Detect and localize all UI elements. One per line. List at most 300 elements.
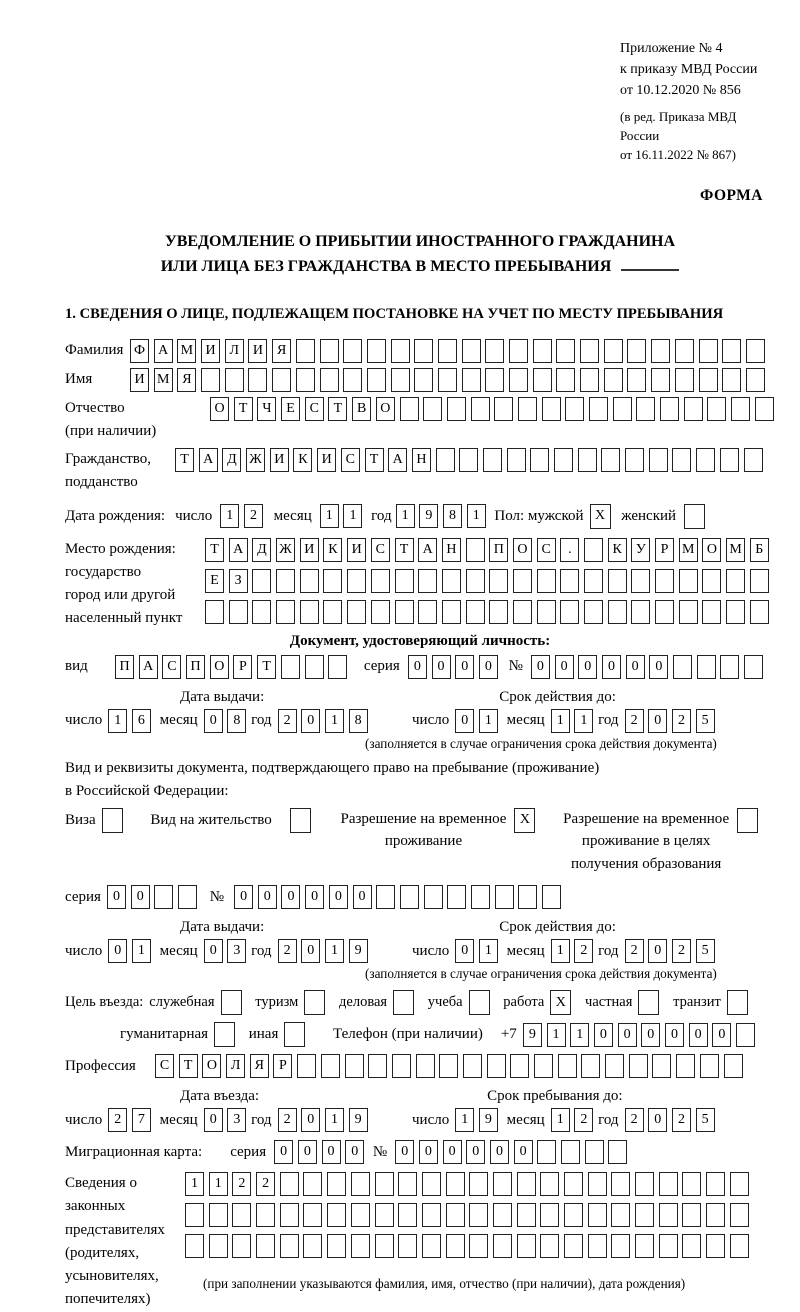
representatives-cell[interactable] [493,1172,512,1196]
birthplace-cell[interactable]: У [631,538,650,562]
profession-cell[interactable] [345,1054,364,1078]
name-cell[interactable] [675,368,694,392]
representatives-cell[interactable] [611,1234,630,1258]
doc-type-cell[interactable]: Р [233,655,252,679]
migration-series-cell[interactable]: 0 [298,1140,317,1164]
representatives-cell[interactable] [422,1234,441,1258]
representatives-cell[interactable] [469,1234,488,1258]
doc-series-cell[interactable]: 0 [408,655,427,679]
name-cell[interactable] [462,368,481,392]
representatives-cell[interactable] [540,1234,559,1258]
citizenship-cell[interactable] [578,448,597,472]
representatives-cell[interactable] [280,1234,299,1258]
temp-permit-checkbox[interactable]: X [514,808,535,833]
doc-number-cell[interactable] [720,655,739,679]
profession-cell[interactable] [487,1054,506,1078]
citizenship-cell[interactable] [530,448,549,472]
expiry-day-cell[interactable]: 0 [455,939,474,963]
representatives-cell[interactable] [611,1203,630,1227]
representatives-cell[interactable] [588,1234,607,1258]
birthplace-cell[interactable] [560,569,579,593]
citizenship-cell[interactable] [459,448,478,472]
surname-cell[interactable]: И [201,339,220,363]
name-cell[interactable] [438,368,457,392]
profession-cell[interactable] [605,1054,624,1078]
name-cell[interactable] [225,368,244,392]
phone-cell[interactable]: 9 [523,1023,542,1047]
birthplace-cell[interactable] [513,569,532,593]
patronymic-cell[interactable] [707,397,726,421]
representatives-cell[interactable]: 2 [256,1172,275,1196]
birthplace-cell[interactable]: М [726,538,745,562]
name-cell[interactable] [651,368,670,392]
expiry-month-cell[interactable]: 1 [574,709,593,733]
patronymic-cell[interactable] [518,397,537,421]
birthplace-cell[interactable] [418,569,437,593]
citizenship-cell[interactable] [554,448,573,472]
purpose-tourism-checkbox[interactable] [304,990,325,1015]
patronymic-cell[interactable]: С [305,397,324,421]
residence-permit-checkbox[interactable] [290,808,311,833]
representatives-cell[interactable] [280,1172,299,1196]
representatives-cell[interactable] [446,1172,465,1196]
purpose-study-checkbox[interactable] [469,990,490,1015]
birthplace-cell[interactable] [726,600,745,624]
patronymic-cell[interactable] [447,397,466,421]
expiry-year-cell[interactable]: 0 [648,939,667,963]
expiry-month-cell[interactable]: 1 [551,709,570,733]
profession-cell[interactable] [368,1054,387,1078]
entry-day-cell[interactable]: 7 [132,1108,151,1132]
profession-cell[interactable] [700,1054,719,1078]
surname-cell[interactable]: М [177,339,196,363]
representatives-cell[interactable] [588,1203,607,1227]
birthplace-cell[interactable] [584,569,603,593]
representatives-cell[interactable] [398,1234,417,1258]
doc-type-cell[interactable] [328,655,347,679]
issue-year-cell[interactable]: 0 [301,709,320,733]
expiry-year-cell[interactable]: 2 [625,709,644,733]
birthplace-cell[interactable] [300,569,319,593]
birthplace-cell[interactable] [631,569,650,593]
stay-year-cell[interactable]: 2 [625,1108,644,1132]
representatives-cell[interactable] [232,1203,251,1227]
patronymic-cell[interactable] [660,397,679,421]
migration-number-cell[interactable]: 0 [419,1140,438,1164]
profession-cell[interactable] [629,1054,648,1078]
representatives-cell[interactable] [469,1172,488,1196]
doc-number-cell[interactable] [697,655,716,679]
representatives-cell[interactable] [564,1234,583,1258]
representatives-cell[interactable] [327,1203,346,1227]
citizenship-cell[interactable] [507,448,526,472]
residence-number-cell[interactable]: 0 [329,885,348,909]
birthplace-cell[interactable]: О [513,538,532,562]
patronymic-cell[interactable] [613,397,632,421]
issue-year-cell[interactable]: 1 [325,709,344,733]
doc-type-cell[interactable]: А [139,655,158,679]
surname-cell[interactable] [296,339,315,363]
birthplace-cell[interactable]: . [560,538,579,562]
phone-cell[interactable]: 0 [618,1023,637,1047]
profession-cell[interactable]: Т [179,1054,198,1078]
doc-number-cell[interactable]: 0 [578,655,597,679]
profession-cell[interactable] [321,1054,340,1078]
birthplace-cell[interactable] [608,569,627,593]
residence-number-cell[interactable] [424,885,443,909]
profession-cell[interactable]: Л [226,1054,245,1078]
issue-year-cell[interactable]: 9 [349,939,368,963]
birthplace-cell[interactable]: Р [655,538,674,562]
representatives-cell[interactable] [280,1203,299,1227]
citizenship-cell[interactable]: А [199,448,218,472]
representatives-cell[interactable] [493,1234,512,1258]
doc-number-cell[interactable]: 0 [602,655,621,679]
birthplace-cell[interactable] [252,569,271,593]
birthplace-cell[interactable] [466,600,485,624]
citizenship-cell[interactable] [625,448,644,472]
birthplace-cell[interactable] [489,569,508,593]
citizenship-cell[interactable]: Д [222,448,241,472]
representatives-cell[interactable] [209,1203,228,1227]
representatives-cell[interactable] [327,1234,346,1258]
representatives-cell[interactable] [446,1234,465,1258]
representatives-cell[interactable]: 1 [209,1172,228,1196]
birthplace-cell[interactable] [276,569,295,593]
surname-cell[interactable]: Я [272,339,291,363]
birth-day-cell[interactable]: 2 [244,504,263,528]
representatives-cell[interactable] [422,1172,441,1196]
citizenship-cell[interactable]: С [341,448,360,472]
representatives-cell[interactable] [730,1203,749,1227]
profession-cell[interactable] [581,1054,600,1078]
representatives-cell[interactable]: 1 [185,1172,204,1196]
doc-number-cell[interactable]: 0 [531,655,550,679]
birthplace-cell[interactable] [323,600,342,624]
birthplace-cell[interactable] [395,600,414,624]
expiry-day-cell[interactable]: 0 [455,709,474,733]
patronymic-cell[interactable] [423,397,442,421]
purpose-private-checkbox[interactable] [638,990,659,1015]
representatives-cell[interactable] [351,1203,370,1227]
representatives-cell[interactable] [730,1234,749,1258]
birthplace-cell[interactable]: Т [395,538,414,562]
name-cell[interactable] [699,368,718,392]
birthplace-cell[interactable]: А [229,538,248,562]
birthplace-cell[interactable] [205,600,224,624]
expiry-day-cell[interactable]: 1 [479,709,498,733]
residence-number-cell[interactable] [495,885,514,909]
representatives-cell[interactable] [398,1172,417,1196]
surname-cell[interactable] [462,339,481,363]
name-cell[interactable] [391,368,410,392]
representatives-cell[interactable] [256,1234,275,1258]
name-cell[interactable]: М [154,368,173,392]
representatives-cell[interactable] [588,1172,607,1196]
surname-cell[interactable] [391,339,410,363]
doc-type-cell[interactable]: П [186,655,205,679]
birthplace-cell[interactable] [560,600,579,624]
purpose-humanitarian-checkbox[interactable] [214,1022,235,1047]
migration-number-cell[interactable] [537,1140,556,1164]
profession-cell[interactable]: Я [250,1054,269,1078]
citizenship-cell[interactable] [720,448,739,472]
name-cell[interactable] [556,368,575,392]
surname-cell[interactable] [438,339,457,363]
representatives-cell[interactable] [682,1234,701,1258]
issue-month-cell[interactable]: 0 [204,939,223,963]
issue-year-cell[interactable]: 0 [301,939,320,963]
expiry-year-cell[interactable]: 2 [625,939,644,963]
phone-cell[interactable]: 0 [665,1023,684,1047]
representatives-cell[interactable] [303,1234,322,1258]
name-cell[interactable] [201,368,220,392]
birthplace-cell[interactable]: К [608,538,627,562]
birthplace-cell[interactable] [229,600,248,624]
surname-cell[interactable] [699,339,718,363]
patronymic-cell[interactable] [636,397,655,421]
issue-day-cell[interactable]: 6 [132,709,151,733]
migration-series-cell[interactable]: 0 [345,1140,364,1164]
surname-cell[interactable] [509,339,528,363]
name-cell[interactable] [320,368,339,392]
representatives-cell[interactable] [564,1203,583,1227]
birthplace-cell[interactable]: З [229,569,248,593]
residence-number-cell[interactable] [376,885,395,909]
phone-cell[interactable] [736,1023,755,1047]
name-cell[interactable]: Я [177,368,196,392]
birthplace-cell[interactable]: М [679,538,698,562]
phone-cell[interactable]: 0 [689,1023,708,1047]
purpose-transit-checkbox[interactable] [727,990,748,1015]
citizenship-cell[interactable]: К [293,448,312,472]
birthplace-cell[interactable] [252,600,271,624]
birthplace-cell[interactable] [323,569,342,593]
doc-number-cell[interactable] [744,655,763,679]
stay-month-cell[interactable]: 1 [551,1108,570,1132]
doc-type-cell[interactable]: Т [257,655,276,679]
representatives-cell[interactable] [232,1234,251,1258]
surname-cell[interactable] [722,339,741,363]
representatives-cell[interactable] [659,1172,678,1196]
surname-cell[interactable] [320,339,339,363]
migration-number-cell[interactable] [561,1140,580,1164]
issue-day-cell[interactable]: 1 [132,939,151,963]
profession-cell[interactable] [724,1054,743,1078]
patronymic-cell[interactable]: Е [281,397,300,421]
patronymic-cell[interactable] [565,397,584,421]
name-cell[interactable] [627,368,646,392]
issue-month-cell[interactable]: 8 [227,709,246,733]
surname-cell[interactable]: А [154,339,173,363]
birthplace-cell[interactable] [679,569,698,593]
birth-year-cell[interactable]: 9 [419,504,438,528]
birthplace-cell[interactable] [679,600,698,624]
migration-series-cell[interactable]: 0 [274,1140,293,1164]
representatives-cell[interactable] [469,1203,488,1227]
representatives-cell[interactable] [256,1203,275,1227]
migration-number-cell[interactable]: 0 [466,1140,485,1164]
surname-cell[interactable]: И [248,339,267,363]
birthplace-cell[interactable]: Д [252,538,271,562]
birthplace-cell[interactable]: К [323,538,342,562]
patronymic-cell[interactable]: В [352,397,371,421]
representatives-cell[interactable] [706,1172,725,1196]
issue-day-cell[interactable]: 1 [108,709,127,733]
issue-year-cell[interactable]: 1 [325,939,344,963]
birthplace-cell[interactable] [655,600,674,624]
birthplace-cell[interactable] [442,569,461,593]
birthplace-cell[interactable]: П [489,538,508,562]
name-cell[interactable] [414,368,433,392]
surname-cell[interactable] [556,339,575,363]
doc-number-cell[interactable]: 0 [626,655,645,679]
representatives-cell[interactable] [706,1203,725,1227]
stay-month-cell[interactable]: 2 [574,1108,593,1132]
residence-number-cell[interactable]: 0 [305,885,324,909]
citizenship-cell[interactable] [672,448,691,472]
birthplace-cell[interactable] [395,569,414,593]
representatives-cell[interactable] [398,1203,417,1227]
doc-type-cell[interactable] [281,655,300,679]
birthplace-cell[interactable]: И [347,538,366,562]
birthplace-cell[interactable] [513,600,532,624]
representatives-cell[interactable] [635,1172,654,1196]
surname-cell[interactable] [485,339,504,363]
birthplace-cell[interactable]: С [371,538,390,562]
doc-type-cell[interactable] [305,655,324,679]
birthplace-cell[interactable]: Ж [276,538,295,562]
issue-month-cell[interactable]: 3 [227,939,246,963]
birthplace-cell[interactable] [750,569,769,593]
birthplace-cell[interactable] [442,600,461,624]
phone-cell[interactable]: 1 [570,1023,589,1047]
representatives-cell[interactable] [375,1172,394,1196]
birthplace-cell[interactable]: Б [750,538,769,562]
surname-cell[interactable] [651,339,670,363]
birthplace-cell[interactable] [584,538,603,562]
doc-number-cell[interactable]: 0 [649,655,668,679]
representatives-cell[interactable] [611,1172,630,1196]
purpose-other-checkbox[interactable] [284,1022,305,1047]
stay-day-cell[interactable]: 1 [455,1108,474,1132]
doc-number-cell[interactable]: 0 [555,655,574,679]
representatives-cell[interactable] [659,1234,678,1258]
residence-number-cell[interactable] [542,885,561,909]
citizenship-cell[interactable] [436,448,455,472]
profession-cell[interactable] [534,1054,553,1078]
entry-year-cell[interactable]: 2 [278,1108,297,1132]
birth-day-cell[interactable]: 1 [220,504,239,528]
name-cell[interactable] [367,368,386,392]
surname-cell[interactable] [604,339,623,363]
birthplace-cell[interactable] [584,600,603,624]
birthplace-cell[interactable] [466,569,485,593]
name-cell[interactable]: И [130,368,149,392]
name-cell[interactable] [722,368,741,392]
representatives-cell[interactable] [517,1172,536,1196]
surname-cell[interactable] [580,339,599,363]
expiry-day-cell[interactable]: 1 [479,939,498,963]
surname-cell[interactable] [675,339,694,363]
entry-year-cell[interactable]: 1 [325,1108,344,1132]
residence-number-cell[interactable]: 0 [258,885,277,909]
birthplace-cell[interactable] [702,569,721,593]
profession-cell[interactable] [510,1054,529,1078]
entry-month-cell[interactable]: 3 [227,1108,246,1132]
patronymic-cell[interactable] [471,397,490,421]
migration-number-cell[interactable]: 0 [395,1140,414,1164]
representatives-cell[interactable] [564,1172,583,1196]
representatives-cell[interactable] [493,1203,512,1227]
issue-year-cell[interactable]: 8 [349,709,368,733]
patronymic-cell[interactable]: Т [328,397,347,421]
migration-number-cell[interactable] [585,1140,604,1164]
birthplace-cell[interactable] [537,569,556,593]
citizenship-cell[interactable]: Н [412,448,431,472]
representatives-cell[interactable] [185,1203,204,1227]
representatives-cell[interactable] [682,1203,701,1227]
phone-cell[interactable]: 0 [641,1023,660,1047]
blank-underline[interactable] [621,257,679,271]
representatives-cell[interactable] [327,1172,346,1196]
profession-cell[interactable] [392,1054,411,1078]
surname-cell[interactable] [627,339,646,363]
birthplace-cell[interactable] [631,600,650,624]
birthplace-cell[interactable] [726,569,745,593]
profession-cell[interactable]: Р [273,1054,292,1078]
patronymic-cell[interactable]: О [210,397,229,421]
purpose-business-checkbox[interactable] [221,990,242,1015]
birthplace-cell[interactable] [418,600,437,624]
stay-year-cell[interactable]: 0 [648,1108,667,1132]
name-cell[interactable] [485,368,504,392]
migration-number-cell[interactable]: 0 [443,1140,462,1164]
surname-cell[interactable]: Л [225,339,244,363]
profession-cell[interactable] [297,1054,316,1078]
entry-year-cell[interactable]: 9 [349,1108,368,1132]
residence-series-cell[interactable] [178,885,197,909]
edu-permit-checkbox[interactable] [737,808,758,833]
residence-number-cell[interactable] [400,885,419,909]
expiry-month-cell[interactable]: 1 [551,939,570,963]
citizenship-cell[interactable] [744,448,763,472]
birthplace-cell[interactable] [347,569,366,593]
representatives-cell[interactable] [517,1203,536,1227]
citizenship-cell[interactable]: Т [175,448,194,472]
birthplace-cell[interactable] [489,600,508,624]
surname-cell[interactable] [533,339,552,363]
citizenship-cell[interactable]: И [317,448,336,472]
expiry-month-cell[interactable]: 2 [574,939,593,963]
phone-cell[interactable]: 0 [712,1023,731,1047]
profession-cell[interactable] [652,1054,671,1078]
birthplace-cell[interactable] [276,600,295,624]
birth-month-cell[interactable]: 1 [343,504,362,528]
entry-day-cell[interactable]: 2 [108,1108,127,1132]
name-cell[interactable] [343,368,362,392]
stay-year-cell[interactable]: 5 [696,1108,715,1132]
migration-number-cell[interactable]: 0 [490,1140,509,1164]
migration-series-cell[interactable]: 0 [322,1140,341,1164]
representatives-cell[interactable] [517,1234,536,1258]
doc-series-cell[interactable]: 0 [455,655,474,679]
purpose-commercial-checkbox[interactable] [393,990,414,1015]
birthplace-cell[interactable]: А [418,538,437,562]
patronymic-cell[interactable] [400,397,419,421]
patronymic-cell[interactable] [731,397,750,421]
profession-cell[interactable] [558,1054,577,1078]
